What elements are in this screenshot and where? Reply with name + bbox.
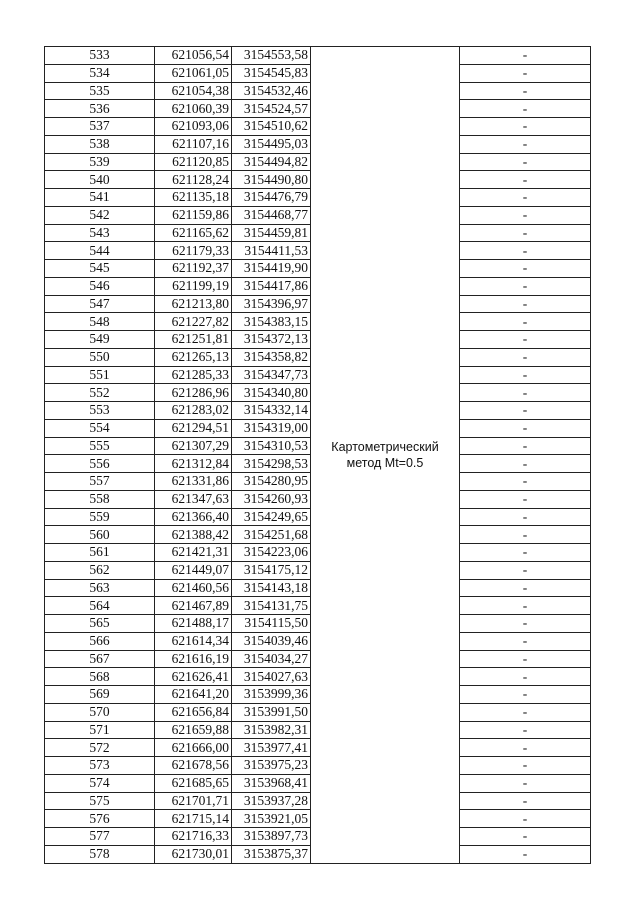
error-value-cell: - xyxy=(460,845,591,863)
y-coordinate-cell: 3154490,80 xyxy=(232,171,311,189)
y-coordinate-cell: 3154115,50 xyxy=(232,615,311,633)
x-coordinate-cell: 621093,06 xyxy=(155,118,232,136)
point-number-cell: 547 xyxy=(45,295,155,313)
point-number-cell: 554 xyxy=(45,419,155,437)
coordinates-table-body xyxy=(45,47,591,864)
point-number-cell: 564 xyxy=(45,597,155,615)
error-value-cell: - xyxy=(460,82,591,100)
point-number-cell: 560 xyxy=(45,526,155,544)
point-number-cell: 570 xyxy=(45,703,155,721)
x-coordinate-cell: 621056,54 xyxy=(155,47,232,65)
error-value-cell: - xyxy=(460,473,591,491)
point-number-cell: 538 xyxy=(45,135,155,153)
x-coordinate-cell: 621165,62 xyxy=(155,224,232,242)
point-number-cell: 578 xyxy=(45,845,155,863)
method-label-line1: Картометрический xyxy=(331,439,439,454)
point-number-cell: 539 xyxy=(45,153,155,171)
table-row xyxy=(45,47,591,65)
x-coordinate-cell: 621715,14 xyxy=(155,810,232,828)
x-coordinate-cell: 621666,00 xyxy=(155,739,232,757)
error-value-cell: - xyxy=(460,650,591,668)
point-number-cell: 571 xyxy=(45,721,155,739)
point-number-cell: 577 xyxy=(45,828,155,846)
y-coordinate-cell: 3154340,80 xyxy=(232,384,311,402)
x-coordinate-cell: 621331,86 xyxy=(155,473,232,491)
y-coordinate-cell: 3154510,62 xyxy=(232,118,311,136)
y-coordinate-cell: 3153875,37 xyxy=(232,845,311,863)
x-coordinate-cell: 621159,86 xyxy=(155,206,232,224)
x-coordinate-cell: 621488,17 xyxy=(155,615,232,633)
error-value-cell: - xyxy=(460,526,591,544)
y-coordinate-cell: 3154332,14 xyxy=(232,402,311,420)
point-number-cell: 559 xyxy=(45,508,155,526)
y-coordinate-cell: 3154298,53 xyxy=(232,455,311,473)
error-value-cell: - xyxy=(460,118,591,136)
point-number-cell: 561 xyxy=(45,544,155,562)
x-coordinate-cell: 621467,89 xyxy=(155,597,232,615)
point-number-cell: 572 xyxy=(45,739,155,757)
y-coordinate-cell: 3154411,53 xyxy=(232,242,311,260)
point-number-cell: 551 xyxy=(45,366,155,384)
error-value-cell: - xyxy=(460,668,591,686)
point-number-cell: 534 xyxy=(45,64,155,82)
x-coordinate-cell: 621135,18 xyxy=(155,189,232,207)
x-coordinate-cell: 621626,41 xyxy=(155,668,232,686)
x-coordinate-cell: 621054,38 xyxy=(155,82,232,100)
error-value-cell: - xyxy=(460,739,591,757)
point-number-cell: 573 xyxy=(45,757,155,775)
y-coordinate-cell: 3154372,13 xyxy=(232,331,311,349)
y-coordinate-cell: 3154476,79 xyxy=(232,189,311,207)
x-coordinate-cell: 621641,20 xyxy=(155,686,232,704)
error-value-cell: - xyxy=(460,402,591,420)
error-value-cell: - xyxy=(460,100,591,118)
point-number-cell: 566 xyxy=(45,632,155,650)
x-coordinate-cell: 621283,02 xyxy=(155,402,232,420)
x-coordinate-cell: 621716,33 xyxy=(155,828,232,846)
error-value-cell: - xyxy=(460,348,591,366)
error-value-cell: - xyxy=(460,331,591,349)
y-coordinate-cell: 3154034,27 xyxy=(232,650,311,668)
x-coordinate-cell: 621659,88 xyxy=(155,721,232,739)
error-value-cell: - xyxy=(460,135,591,153)
x-coordinate-cell: 621685,65 xyxy=(155,774,232,792)
error-value-cell: - xyxy=(460,171,591,189)
x-coordinate-cell: 621366,40 xyxy=(155,508,232,526)
method-cell xyxy=(311,47,460,864)
y-coordinate-cell: 3153921,05 xyxy=(232,810,311,828)
y-coordinate-cell: 3154175,12 xyxy=(232,561,311,579)
y-coordinate-cell: 3153977,41 xyxy=(232,739,311,757)
y-coordinate-cell: 3153968,41 xyxy=(232,774,311,792)
x-coordinate-cell: 621285,33 xyxy=(155,366,232,384)
error-value-cell: - xyxy=(460,757,591,775)
x-coordinate-cell: 621286,96 xyxy=(155,384,232,402)
point-number-cell: 556 xyxy=(45,455,155,473)
point-number-cell: 553 xyxy=(45,402,155,420)
y-coordinate-cell: 3154494,82 xyxy=(232,153,311,171)
point-number-cell: 569 xyxy=(45,686,155,704)
error-value-cell: - xyxy=(460,153,591,171)
error-value-cell: - xyxy=(460,189,591,207)
y-coordinate-cell: 3154039,46 xyxy=(232,632,311,650)
point-number-cell: 535 xyxy=(45,82,155,100)
error-value-cell: - xyxy=(460,295,591,313)
x-coordinate-cell: 621179,33 xyxy=(155,242,232,260)
x-coordinate-cell: 621656,84 xyxy=(155,703,232,721)
y-coordinate-cell: 3153975,23 xyxy=(232,757,311,775)
error-value-cell: - xyxy=(460,490,591,508)
error-value-cell: - xyxy=(460,579,591,597)
error-value-cell: - xyxy=(460,313,591,331)
y-coordinate-cell: 3154532,46 xyxy=(232,82,311,100)
point-number-cell: 552 xyxy=(45,384,155,402)
point-number-cell: 542 xyxy=(45,206,155,224)
point-number-cell: 540 xyxy=(45,171,155,189)
x-coordinate-cell: 621678,56 xyxy=(155,757,232,775)
y-coordinate-cell: 3154545,83 xyxy=(232,64,311,82)
y-coordinate-cell: 3154143,18 xyxy=(232,579,311,597)
y-coordinate-cell: 3154027,63 xyxy=(232,668,311,686)
point-number-cell: 544 xyxy=(45,242,155,260)
error-value-cell: - xyxy=(460,206,591,224)
y-coordinate-cell: 3153937,28 xyxy=(232,792,311,810)
point-number-cell: 563 xyxy=(45,579,155,597)
x-coordinate-cell: 621120,85 xyxy=(155,153,232,171)
y-coordinate-cell: 3154131,75 xyxy=(232,597,311,615)
error-value-cell: - xyxy=(460,686,591,704)
point-number-cell: 548 xyxy=(45,313,155,331)
y-coordinate-cell: 3154251,68 xyxy=(232,526,311,544)
x-coordinate-cell: 621730,01 xyxy=(155,845,232,863)
error-value-cell: - xyxy=(460,561,591,579)
point-number-cell: 546 xyxy=(45,277,155,295)
point-number-cell: 558 xyxy=(45,490,155,508)
y-coordinate-cell: 3154223,06 xyxy=(232,544,311,562)
error-value-cell: - xyxy=(460,615,591,633)
error-value-cell: - xyxy=(460,721,591,739)
error-value-cell: - xyxy=(460,437,591,455)
point-number-cell: 549 xyxy=(45,331,155,349)
y-coordinate-cell: 3154347,73 xyxy=(232,366,311,384)
point-number-cell: 543 xyxy=(45,224,155,242)
point-number-cell: 557 xyxy=(45,473,155,491)
point-number-cell: 568 xyxy=(45,668,155,686)
x-coordinate-cell: 621614,34 xyxy=(155,632,232,650)
y-coordinate-cell: 3154260,93 xyxy=(232,490,311,508)
point-number-cell: 575 xyxy=(45,792,155,810)
x-coordinate-cell: 621060,39 xyxy=(155,100,232,118)
y-coordinate-cell: 3154419,90 xyxy=(232,260,311,278)
error-value-cell: - xyxy=(460,810,591,828)
error-value-cell: - xyxy=(460,792,591,810)
y-coordinate-cell: 3153999,36 xyxy=(232,686,311,704)
x-coordinate-cell: 621265,13 xyxy=(155,348,232,366)
x-coordinate-cell: 621616,19 xyxy=(155,650,232,668)
x-coordinate-cell: 621347,63 xyxy=(155,490,232,508)
y-coordinate-cell: 3154310,53 xyxy=(232,437,311,455)
x-coordinate-cell: 621227,82 xyxy=(155,313,232,331)
point-number-cell: 537 xyxy=(45,118,155,136)
y-coordinate-cell: 3154417,86 xyxy=(232,277,311,295)
error-value-cell: - xyxy=(460,366,591,384)
point-number-cell: 574 xyxy=(45,774,155,792)
x-coordinate-cell: 621294,51 xyxy=(155,419,232,437)
x-coordinate-cell: 621251,81 xyxy=(155,331,232,349)
error-value-cell: - xyxy=(460,632,591,650)
y-coordinate-cell: 3154249,65 xyxy=(232,508,311,526)
x-coordinate-cell: 621312,84 xyxy=(155,455,232,473)
point-number-cell: 565 xyxy=(45,615,155,633)
point-number-cell: 562 xyxy=(45,561,155,579)
point-number-cell: 567 xyxy=(45,650,155,668)
error-value-cell: - xyxy=(460,47,591,65)
y-coordinate-cell: 3153982,31 xyxy=(232,721,311,739)
x-coordinate-cell: 621449,07 xyxy=(155,561,232,579)
x-coordinate-cell: 621460,56 xyxy=(155,579,232,597)
y-coordinate-cell: 3154459,81 xyxy=(232,224,311,242)
x-coordinate-cell: 621307,29 xyxy=(155,437,232,455)
error-value-cell: - xyxy=(460,384,591,402)
point-number-cell: 550 xyxy=(45,348,155,366)
y-coordinate-cell: 3153991,50 xyxy=(232,703,311,721)
x-coordinate-cell: 621701,71 xyxy=(155,792,232,810)
x-coordinate-cell: 621213,80 xyxy=(155,295,232,313)
error-value-cell: - xyxy=(460,455,591,473)
error-value-cell: - xyxy=(460,703,591,721)
x-coordinate-cell: 621128,24 xyxy=(155,171,232,189)
method-label-line2: метод Mt=0.5 xyxy=(346,455,424,470)
y-coordinate-cell: 3154383,15 xyxy=(232,313,311,331)
y-coordinate-cell: 3154396,97 xyxy=(232,295,311,313)
error-value-cell: - xyxy=(460,597,591,615)
x-coordinate-cell: 621107,16 xyxy=(155,135,232,153)
error-value-cell: - xyxy=(460,828,591,846)
x-coordinate-cell: 621061,05 xyxy=(155,64,232,82)
point-number-cell: 576 xyxy=(45,810,155,828)
y-coordinate-cell: 3154553,58 xyxy=(232,47,311,65)
y-coordinate-cell: 3154468,77 xyxy=(232,206,311,224)
x-coordinate-cell: 621388,42 xyxy=(155,526,232,544)
error-value-cell: - xyxy=(460,419,591,437)
y-coordinate-cell: 3154524,57 xyxy=(232,100,311,118)
x-coordinate-cell: 621421,31 xyxy=(155,544,232,562)
coordinates-table xyxy=(44,46,591,864)
point-number-cell: 541 xyxy=(45,189,155,207)
point-number-cell: 536 xyxy=(45,100,155,118)
error-value-cell: - xyxy=(460,242,591,260)
y-coordinate-cell: 3154280,95 xyxy=(232,473,311,491)
error-value-cell: - xyxy=(460,544,591,562)
error-value-cell: - xyxy=(460,277,591,295)
error-value-cell: - xyxy=(460,508,591,526)
point-number-cell: 555 xyxy=(45,437,155,455)
y-coordinate-cell: 3154495,03 xyxy=(232,135,311,153)
error-value-cell: - xyxy=(460,224,591,242)
x-coordinate-cell: 621199,19 xyxy=(155,277,232,295)
y-coordinate-cell: 3154319,00 xyxy=(232,419,311,437)
error-value-cell: - xyxy=(460,774,591,792)
point-number-cell: 533 xyxy=(45,47,155,65)
error-value-cell: - xyxy=(460,260,591,278)
point-number-cell: 545 xyxy=(45,260,155,278)
y-coordinate-cell: 3153897,73 xyxy=(232,828,311,846)
x-coordinate-cell: 621192,37 xyxy=(155,260,232,278)
y-coordinate-cell: 3154358,82 xyxy=(232,348,311,366)
error-value-cell: - xyxy=(460,64,591,82)
